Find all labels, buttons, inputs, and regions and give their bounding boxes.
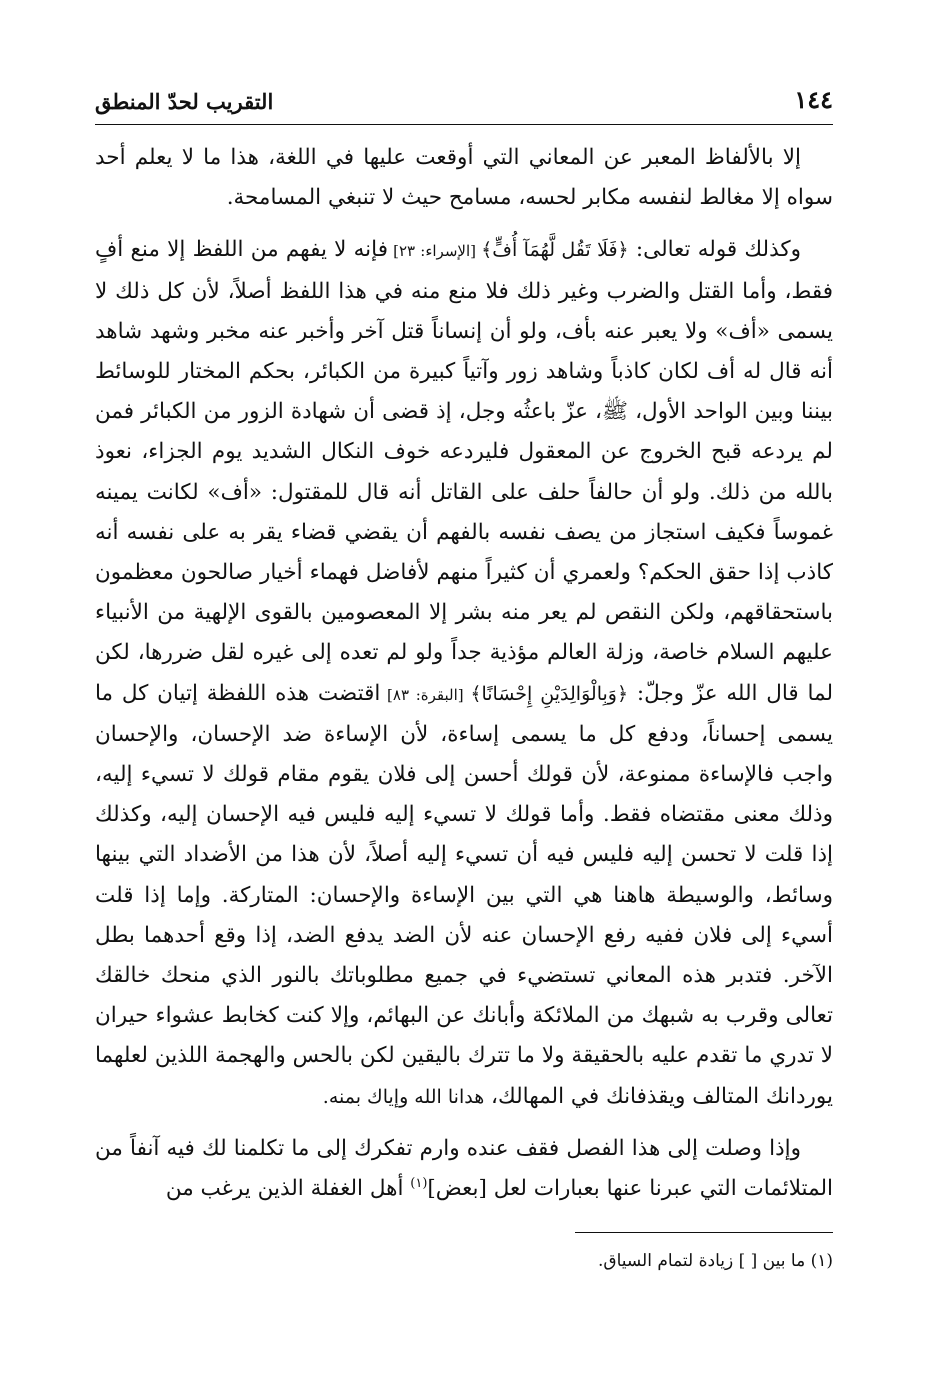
header-rule bbox=[95, 124, 833, 125]
paragraph-2-text: وكذلك قوله تعالى: bbox=[628, 237, 802, 263]
verse-reference: [البقرة: ٨٣] bbox=[380, 685, 471, 704]
paragraph-3-text: أهل الغفلة الذين يرغب من bbox=[165, 1176, 411, 1202]
paragraph-1-text: إلا بالألفاظ المعبر عن المعاني التي أوقعت عليها في اللغة، هذا ما لا يعلم أحد سواه إلا مغالط لنفسه مكابر لحسه، مسامح حيث لا تنبغي المسامحة. bbox=[95, 145, 833, 211]
quran-verse: ﴿وَبِالْوَالِدَيْنِ إِحْسَانًا﴾ bbox=[470, 682, 629, 705]
footnote: (١) ما بين [ ] زيادة لتمام السياق. bbox=[597, 1251, 833, 1271]
verse-reference: [الإسراء: ٢٣] bbox=[387, 242, 482, 261]
paragraph-1 bbox=[95, 138, 833, 218]
quran-verse: ﴿فَلَا تَقُل لَّهُمَآ أُفٍّ﴾ bbox=[481, 239, 629, 262]
page-number: ١٤٤ bbox=[794, 85, 833, 114]
page-header bbox=[95, 78, 833, 120]
paragraph-2-text: فإنه لا يفهم من اللفظ إلا منع أفٍ فقط، وأما القتل والضرب وغير ذلك فلا منع منه في هذا اللفظ أصلاً، لأن كل ذلك لا يسمى «أف» ولا يعبر عنه بأف، ولو أن إنساناً قتل آخر وأخبر عنه مخبر وشهد شاهد أنه قال له أف لكان كاذباً وشاهد زور وآتياً كبيرة من الكبائر، بحكم المختار للوسائط بيننا وبين الواحد الأول، ﷺ، عزّ باعثُه وجل، إذ قضى أن شهادة الزور من الكبائر فمن لم يردعه قبح الخروج عن المعقول فليردعه خوف النكال الشديد يوم الجزاء، نعوذ بالله من ذلك. ولو أن حالفاً حلف على القاتل أنه قال للمقتول: «أف» لكانت يمينه غموساً فكيف استجاز من يصف نفسه بالفهم أن يقضي قضاء يقر به على نفسه أنه كاذب إذا حقق الحكم؟ ولعمري أن كثيراً منهم لأفاضل فهماء أخيار صالحون معظمون باستحقاقهم، ولكن النقص لم يعر منه بشر إلا المعصومين بالقوى الإلهية من الأنبياء عليهم السلام خاصة، وزلة العالم مؤذية جداً ولو لم تعده إلى غيره لقل ضررها، لكن لما قال الله عزّ وجلّ: bbox=[95, 237, 834, 706]
paragraph-3 bbox=[95, 1129, 833, 1209]
paragraph-3-text: وإذا وصلت إلى هذا الفصل فقف عنده وارم تفكرك إلى ما تكلمنا لك فيه آنفاً من المتلائمات التي عبرنا عنها بعبارات لعل [بعض] bbox=[95, 1135, 833, 1202]
paragraph-2 bbox=[95, 230, 833, 1116]
closing-prayer: هدانا الله وإياك بمنه. bbox=[322, 1085, 485, 1108]
paragraph-2-text: اقتضت هذه اللفظة إتيان كل ما يسمى إحساناً، ودفع كل ما يسمى إساءة، لأن الإساءة ضد الإحسان، والإحسان واجب فالإساءة ممنوعة، لأن قولك أحسن إلى فلان يقوم مقام قولك لا تسيء إليه، وذلك معنى مقتضاه فقط. وأما قولك لا تسيء إليه فليس فيه الإحسان إليه، وكذلك إذا قلت لا تحسن إليه فليس فيه أن تسيء إليه أصلاً، لأن هذا من الأضداد التي بينها وسائط، والوسيطة هاهنا هي التي بين الإساءة والإحسان: المتاركة. وإما إذا قلت أسيء إلى فلان ففيه رفع الإحسان عنه لأن الضد يدفع الضد، إذا وقع أحدهما بطل الآخر. فتدبر هذه المعاني تستضيء في جميع مطلوباتك بالنور الذي منحك خالقك تعالى وقرب به شبهك من الملائكة وأبانك عن البهائم، وإلا كنت كخابط عشواء حيران لا تدري ما تقدم عليه بالحقيقة ولا ما تترك باليقين لكن بالحس والهجمة اللذين لعلهما يوردانك المتالف ويقذفانك في المهالك، bbox=[95, 680, 833, 1109]
main-text bbox=[95, 138, 833, 1209]
footnote-marker: (١) bbox=[410, 1175, 428, 1191]
running-title: التقريب لحدّ المنطق bbox=[95, 89, 274, 114]
footnote-rule bbox=[575, 1232, 833, 1233]
